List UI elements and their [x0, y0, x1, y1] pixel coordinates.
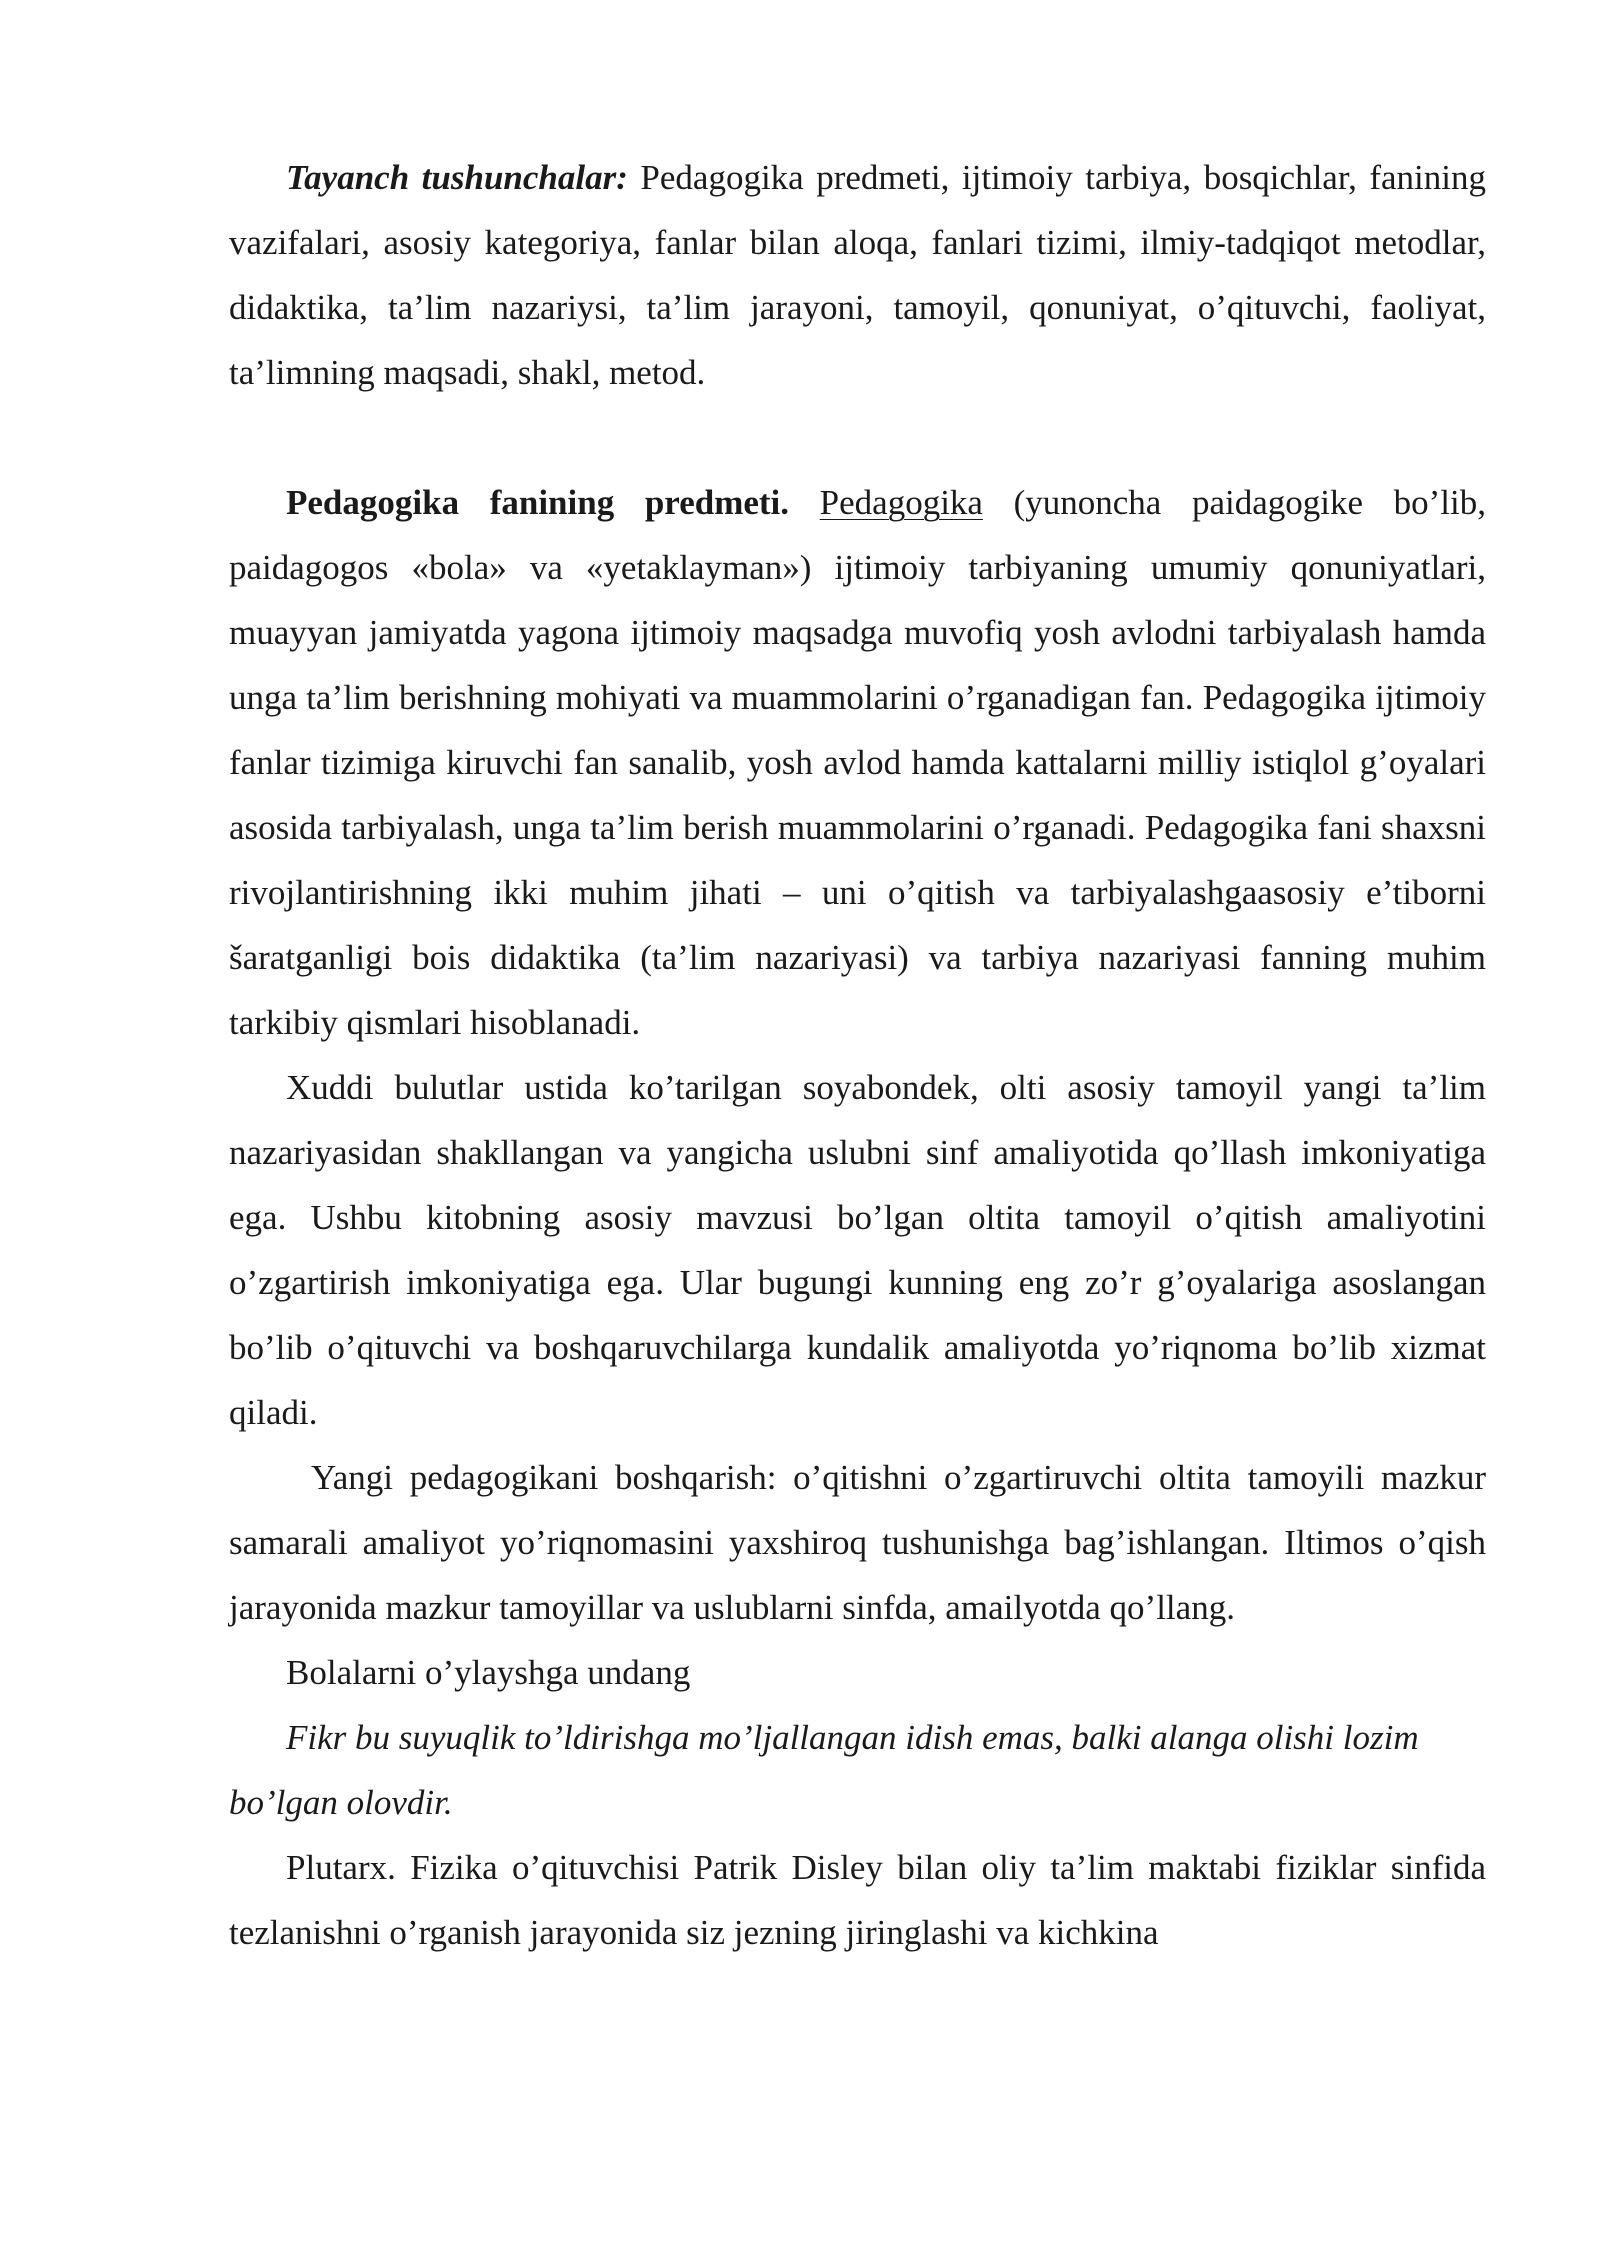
key-concepts-heading: Tayanch tushunchalar: [286, 158, 628, 197]
new-pedagogy-paragraph: Yangi pedagogikani boshqarish: o’qitishni o’zgartiruvchi oltita tamoyili mazkur samarali amaliyot yo’riqnomasini yaxshiroq tushunishga bag’ishlangan. Iltimos o’qish jarayonida mazkur tamoyillar va uslublarni sinfda, amailyotda qo’llang. [229, 1458, 1486, 1627]
subject-paragraph [229, 470, 1486, 1055]
document-page [229, 145, 1486, 1965]
subject-heading: Pedagogika fanining predmeti. [286, 483, 790, 522]
subject-text: (yunoncha paidagogike bo’lib, paidagogos «bola» va «yetaklayman») ijtimoiy tarbiyaning umumiy qonuniyatlari, muayyan jamiyatda yagona ijtimoiy maqsadga muvofiq yosh avlodni tarbiyalash hamda unga ta’lim berishning mohiyati va muammolarini o’rganadigan fan. Pedagogika ijtimoiy fanlar tizimiga kiruvchi fan sanalib, yosh avlod hamda kattalarni milliy istiqlol g’oyalari asosida tarbiyalash, unga ta’lim berish muammolarini o’rganadi. Pedagogika fani shaxsni rivojlantirishning ikki muhim jihati – uni o’qitish va tarbiyalashgaasosiy e’tiborni šaratganligi bois didaktika (ta’lim nazariyasi) va tarbiya nazariyasi fanning muhim tarkibiy qismlari hisoblanadi. [229, 483, 1486, 1042]
plutarch-quote: Fikr bu suyuqlik to’ldirishga mo’ljallangan idish emas, balki alanga olishi lozim bo’lgan olovdir. [229, 1718, 1419, 1822]
principles-paragraph: Xuddi bulutlar ustida ko’tarilgan soyabondek, olti asosiy tamoyil yangi ta’lim nazariyasidan shakllangan va yangicha uslubni sinf amaliyotida qo’llash imkoniyatiga ega. Ushbu kitobning asosiy mavzusi bo’lgan oltita tamoyil o’qitish amaliyotini o’zgartirish imkoniyatiga ega. Ular bugungi kunning eng zo’r g’oyalariga asoslangan bo’lib o’qituvchi va boshqaruvchilarga kundalik amaliyotda yo’riqnoma bo’lib xizmat qiladi. [229, 1068, 1486, 1432]
key-concepts-text: Pedagogika predmeti, ijtimoiy tarbiya, bosqichlar, fanining vazifalari, asosiy kategoriya, fanlar bilan aloqa, fanlari tizimi, ilmiy-tadqiqot metodlar, didaktika, ta’lim nazariysi, ta’lim jarayoni, tamoyil, qonuniyat, o’qituvchi, faoliyat, ta’limning maqsadi, shakl, metod. [229, 158, 1486, 392]
pedagogika-link[interactable]: Pedagogika [819, 483, 983, 522]
paragraph-gap [229, 405, 1486, 470]
encourage-thinking-line: Bolalarni o’ylayshga undang [286, 1653, 691, 1692]
physics-teacher-paragraph: Plutarx. Fizika o’qituvchisi Patrik Disley bilan oliy ta’lim maktabi fiziklar sinfida tezlanishni o’rganish jarayonida siz jezning jiringlashi va kichkina [229, 1848, 1486, 1952]
key-concepts-paragraph [229, 145, 1486, 405]
